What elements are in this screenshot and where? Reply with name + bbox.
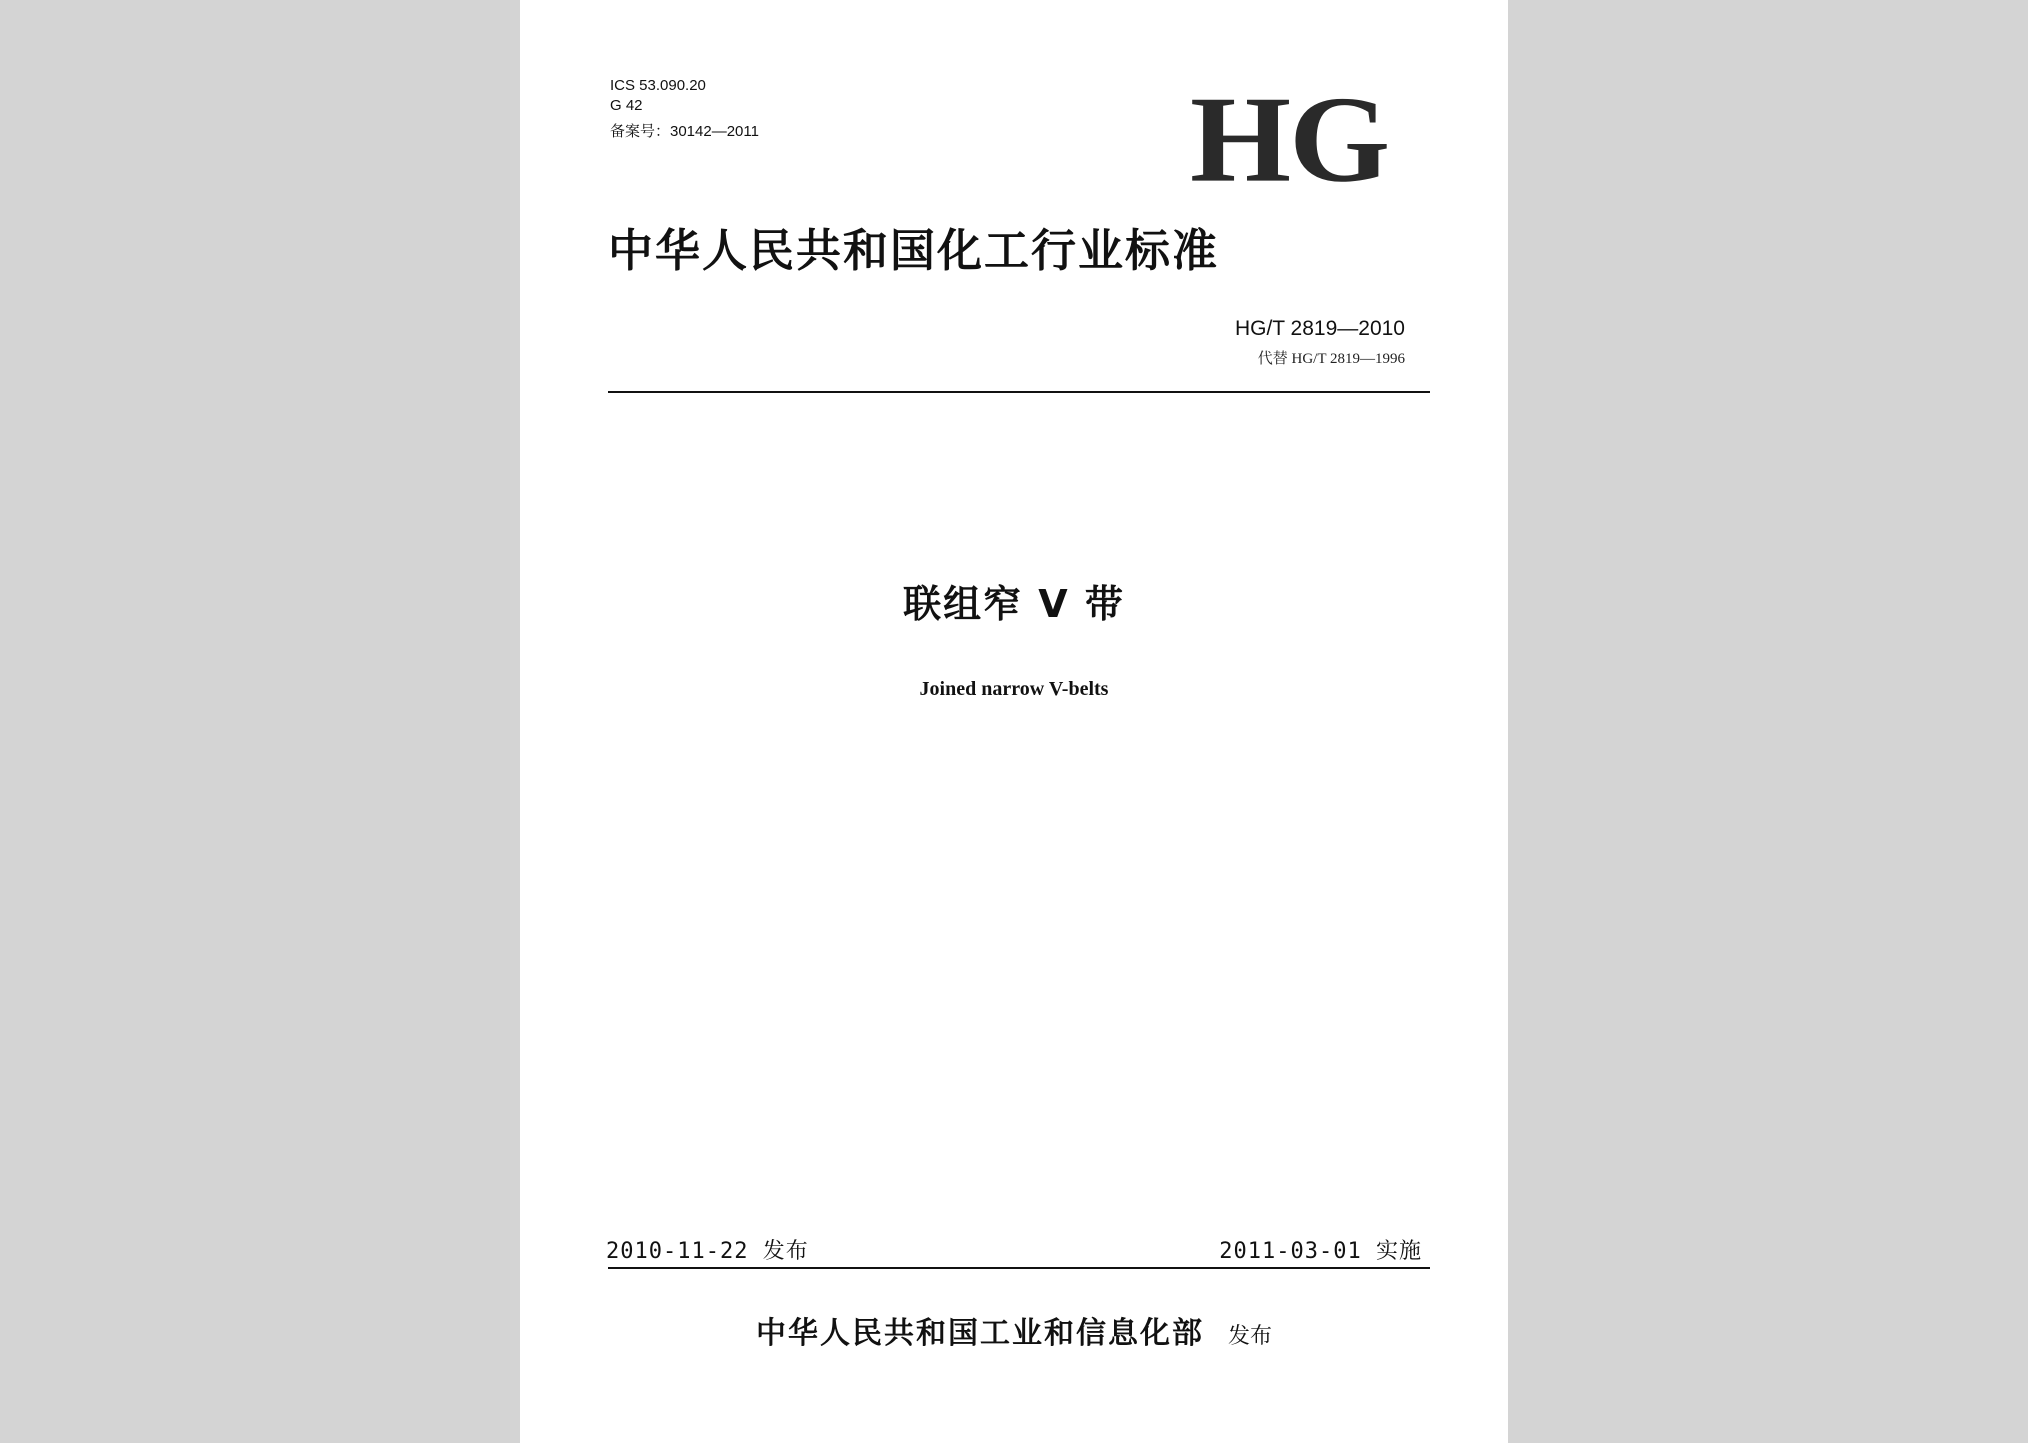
standard-number: HG/T 2819—2010 [1234,317,1405,340]
document-title-english: Joined narrow V-belts [919,678,1109,700]
ics-code: ICS 53.090.20 [610,77,706,94]
document-title: 联组窄 V 带 [903,582,1125,626]
footer-divider [608,1267,1430,1269]
issue-date: 2010-11-22 发布 [606,1239,809,1264]
hg-logo: HG [1190,71,1389,209]
replaces-standard: 代替 HG/T 2819—1996 [1257,351,1405,367]
document-page [520,0,1508,1443]
implementation-date: 2011-03-01 实施 [1219,1239,1422,1264]
header-divider [608,391,1430,393]
standard-category-title: 中华人民共和国化工行业标准 [608,224,1220,277]
publisher [520,1314,1508,1357]
publisher-suffix: 发布 [1227,1324,1272,1349]
publisher-name: 中华人民共和国工业和信息化部 [755,1316,1204,1351]
record-number: 备案号：30142—2011 [610,123,759,140]
classification-code: G 42 [610,97,643,114]
